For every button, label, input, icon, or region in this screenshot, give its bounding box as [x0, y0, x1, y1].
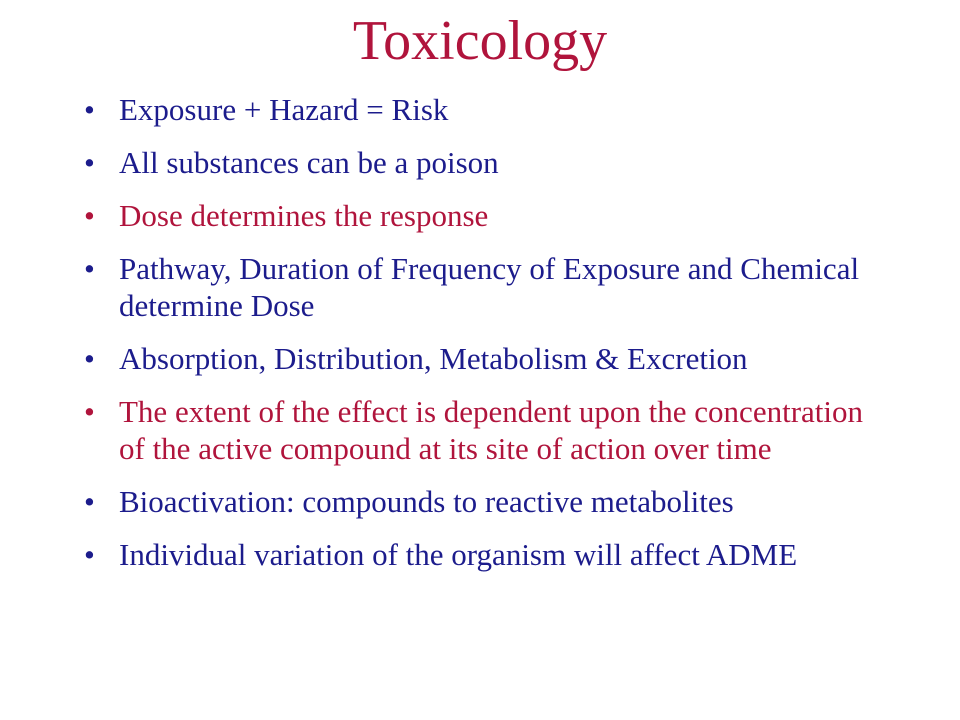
bullet-item	[84, 483, 884, 520]
bullet-text: Bioactivation: compounds to reactive metabolites	[119, 484, 734, 519]
bullet-text: Exposure + Hazard = Risk	[119, 92, 449, 127]
bullet-dot-icon: •	[84, 145, 95, 180]
bullet-dot-icon: •	[84, 198, 95, 233]
bullet-text: Pathway, Duration of Frequency of Exposure and Chemical determine Dose	[119, 251, 860, 323]
bullet-list	[84, 91, 884, 589]
slide-title: Toxicology	[352, 10, 608, 72]
bullet-dot-icon: •	[84, 484, 95, 519]
bullet-item	[84, 393, 884, 467]
bullet-text: Individual variation of the organism will affect ADME	[119, 537, 798, 572]
bullet-item	[84, 536, 884, 573]
bullet-dot-icon: •	[84, 92, 95, 127]
bullet-item	[84, 197, 884, 234]
bullet-text: Dose determines the response	[119, 198, 489, 233]
bullet-item	[84, 340, 884, 377]
bullet-text: The extent of the effect is dependent upon the concentration of the active compound at its site of action over time	[119, 394, 863, 466]
bullet-dot-icon: •	[84, 394, 95, 429]
bullet-text: Absorption, Distribution, Metabolism & Excretion	[119, 341, 748, 376]
bullet-item	[84, 91, 884, 128]
bullet-dot-icon: •	[84, 341, 95, 376]
bullet-item	[84, 144, 884, 181]
bullet-dot-icon: •	[84, 537, 95, 572]
bullet-dot-icon: •	[84, 251, 95, 286]
bullet-text: All substances can be a poison	[119, 145, 499, 180]
bullet-item	[84, 250, 884, 324]
